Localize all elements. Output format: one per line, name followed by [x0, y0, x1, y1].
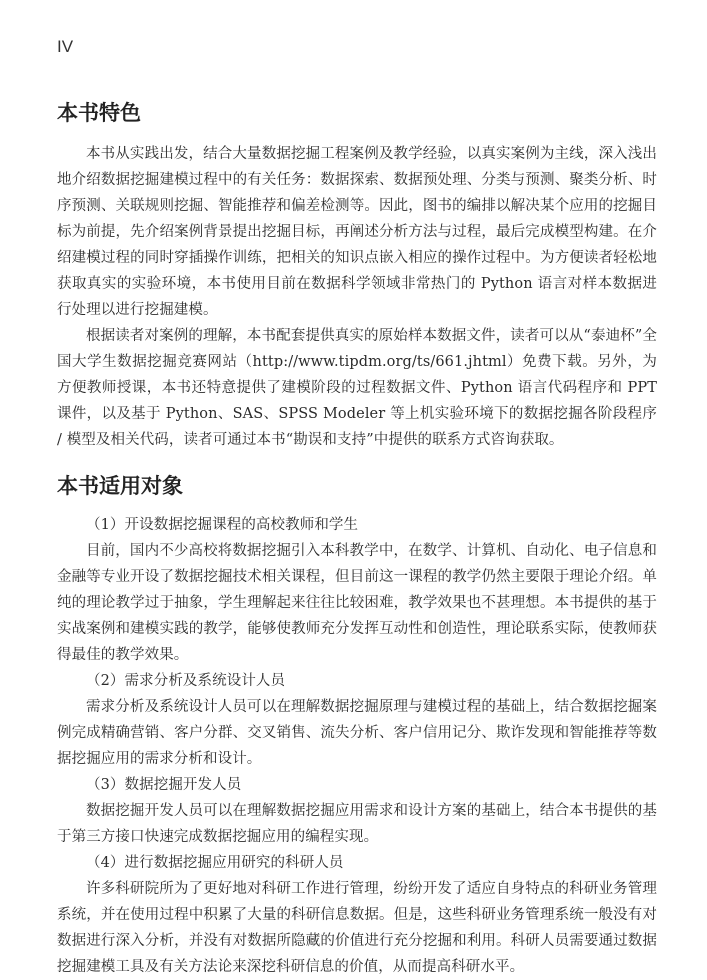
audience-item-3-body: 数据挖掘开发人员可以在理解数据挖掘应用需求和设计方案的基础上，结合本书提供的基于第三方接口快速完成数据挖掘应用的编程实现。 [57, 803, 657, 845]
audience-item-4-heading: （4）进行数据挖掘应用研究的科研人员 [86, 855, 344, 871]
audience-item-1-body: 目前，国内不少高校将数据挖掘引入本科教学中，在数学、计算机、自动化、电子信息和金融等专业开设了数据挖掘技术相关课程，但目前这一课程的教学仍然主要限于理论介绍。单纯的理论教学过于抽象，学生理解起来往往比较困难，教学效果也不甚理想。本书提供的基于实战案例和建模实践的教学，能够使教师充分发挥互动性和创造性，理论联系实际，使教师获得最佳的教学效果。 [57, 543, 657, 663]
section-title-audience: 本书适用对象 [57, 473, 183, 498]
audience-item-3-heading: （3）数据挖掘开发人员 [86, 777, 242, 793]
audience-item-1-heading: （1）开设数据挖掘课程的高校教师和学生 [86, 517, 359, 533]
audience-item-2-body: 需求分析及系统设计人员可以在理解数据挖掘原理与建模过程的基础上，结合数据挖掘案例完成精确营销、客户分群、交叉销售、流失分析、客户信用记分、欺诈发现和智能推荐等数据挖掘应用的需求分析和设计。 [57, 699, 657, 767]
audience-item-4-body: 许多科研院所为了更好地对科研工作进行管理，纷纷开发了适应自身特点的科研业务管理系统，并在使用过程中积累了大量的科研信息数据。但是，这些科研业务管理系统一般没有对数据进行深入分析，并没有对数据所隐藏的价值进行充分挖掘和利用。科研人员需要通过数据挖掘建模工具及有关方法论来深挖科研信息的价值，从而提高科研水平。 [57, 881, 657, 975]
features-paragraph-2: 根据读者对案例的理解，本书配套提供真实的原始样本数据文件，读者可以从“泰迪杯”全国大学生数据挖掘竞赛网站（http://www.tipdm.org/ts/661.jhtml）免费下载。另外，为方便教师授课，本书还特意提供了建模阶段的过程数据文件、Python 语言代码程序和 PPT 课件，以及基于 Python、SAS、SPSS Modeler 等上机实验环境下的数据挖掘各阶段程序 / 模型及相关代码，读者可通过本书“勘误和支持”中提供的联系方式咨询获取。 [57, 328, 657, 448]
section-title-features: 本书特色 [57, 100, 141, 125]
section-features-body [57, 141, 657, 453]
audience-item-2-heading: （2）需求分析及系统设计人员 [86, 673, 286, 689]
page-number: IV [57, 37, 74, 56]
features-paragraph-1: 本书从实践出发，结合大量数据挖掘工程案例及教学经验，以真实案例为主线，深入浅出地介绍数据挖掘建模过程中的有关任务：数据探索、数据预处理、分类与预测、聚类分析、时序预测、关联规则挖掘、智能推荐和偏差检测等。因此，图书的编排以解决某个应用的挖掘目标为前提，先介绍案例背景提出挖掘目标，再阐述分析方法与过程，最后完成模型构建。在介绍建模过程的同时穿插操作训练，把相关的知识点嵌入相应的操作过程中。为方便读者轻松地获取真实的实验环境，本书使用目前在数据科学领域非常热门的 Python 语言对样本数据进行处理以进行挖掘建模。 [57, 146, 657, 318]
section-audience-body [57, 512, 657, 980]
